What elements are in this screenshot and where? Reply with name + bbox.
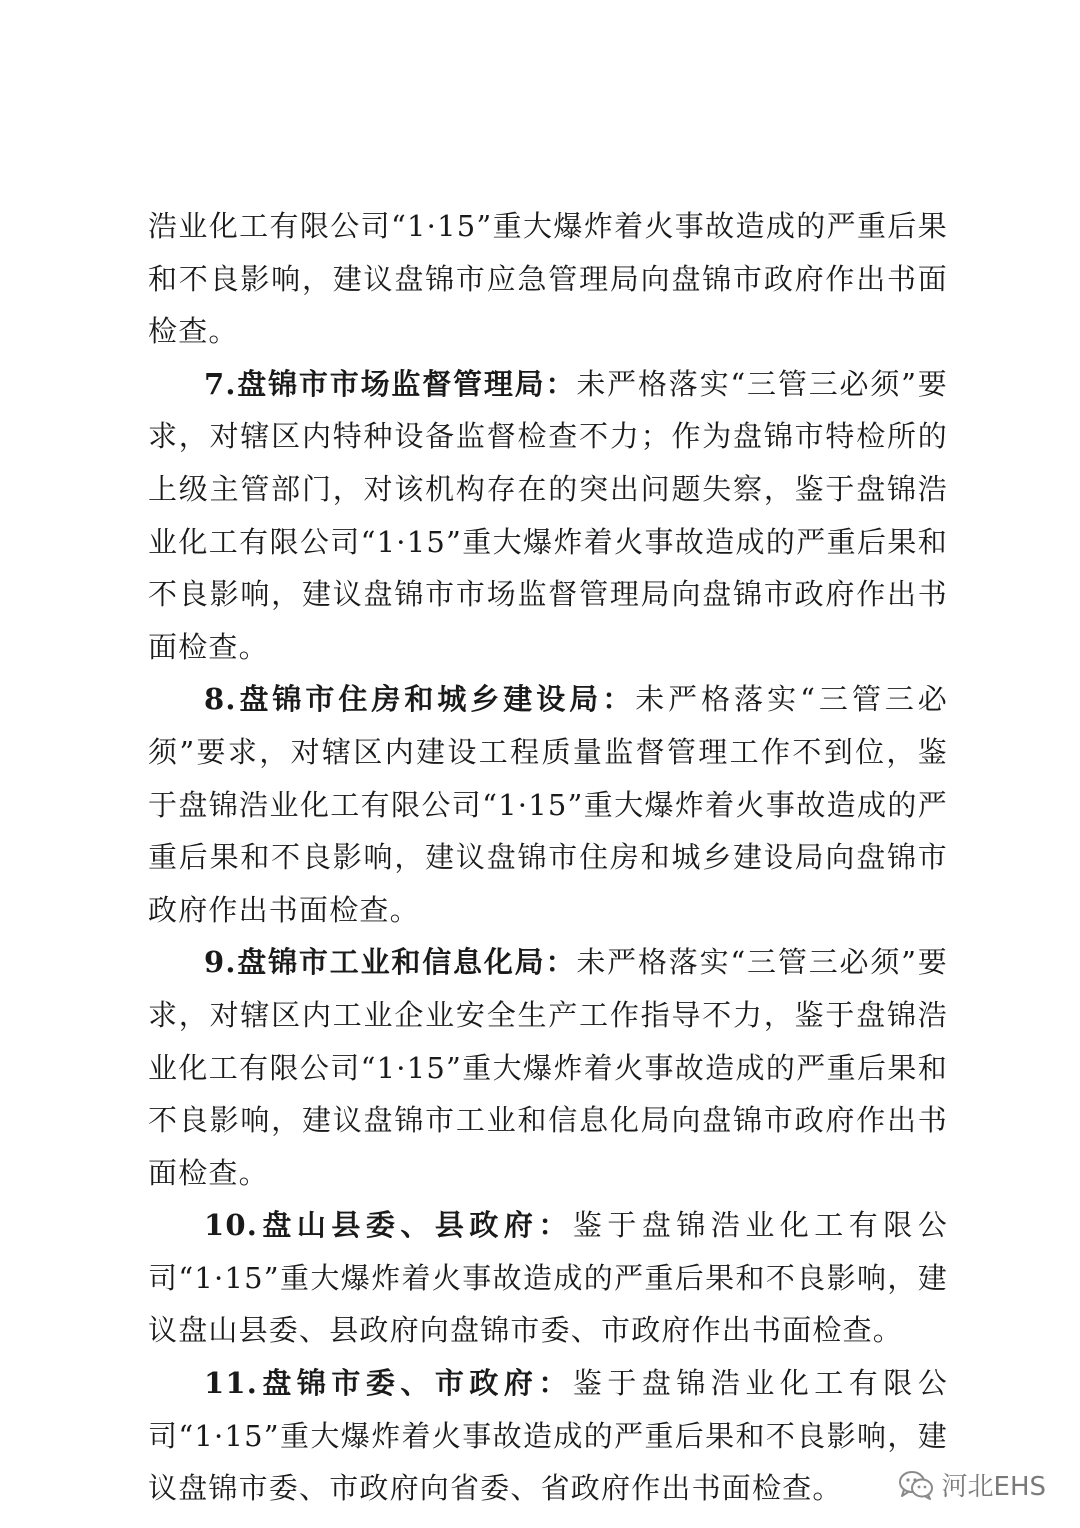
paragraph-text: 浩业化工有限公司“1·15”重大爆炸着火事故造成的严重后果和不良影响，建议盘锦市应急管理局向盘锦市政府作出书面检查。 [148,209,948,349]
paragraph-item-9 [148,936,948,1199]
wechat-icon [898,1470,934,1500]
watermark-text: 河北EHS [941,1472,1046,1502]
paragraph-lead: 9.盘锦市工业和信息化局： [204,945,577,980]
paragraph-item-11 [148,1357,948,1515]
paragraph-text: 未严格落实“三管三必须”要求，对辖区内建设工程质量监督管理工作不到位，鉴于盘锦浩业化工有限公司“1·15”重大爆炸着火事故造成的严重后果和不良影响，建议盘锦市住房和城乡建设局向盘锦市政府作出书面检查。 [148,682,949,927]
paragraph-text: 鉴于盘锦浩业化工有限公司“1·15”重大爆炸着火事故造成的严重后果和不良影响，建议盘山县委、县政府向盘锦市委、市政府作出书面检查。 [148,1208,948,1348]
paragraph-item-7 [148,358,948,674]
paragraph-item-10 [148,1199,948,1357]
paragraph-lead: 10.盘山县委、县政府： [204,1208,573,1243]
paragraph-lead: 11.盘锦市委、市政府： [204,1366,573,1401]
paragraph-text: 未严格落实“三管三必须”要求，对辖区内工业企业安全生产工作指导不力，鉴于盘锦浩业化工有限公司“1·15”重大爆炸着火事故造成的严重后果和不良影响，建议盘锦市工业和信息化局向盘锦市政府作出书面检查。 [148,945,948,1190]
paragraph-item-8 [148,673,948,936]
document-body [148,200,948,1515]
paragraph-lead: 7.盘锦市市场监督管理局： [204,366,577,401]
paragraph-lead: 8.盘锦市住房和城乡建设局： [204,682,636,717]
paragraph-continuation [148,200,948,358]
watermark [898,1466,1046,1503]
paragraph-text: 鉴于盘锦浩业化工有限公司“1·15”重大爆炸着火事故造成的严重后果和不良影响，建议盘锦市委、市政府向省委、省政府作出书面检查。 [148,1366,948,1506]
paragraph-text: 未严格落实“三管三必须”要求，对辖区内特种设备监督检查不力；作为盘锦市特检所的上级主管部门，对该机构存在的突出问题失察，鉴于盘锦浩业化工有限公司“1·15”重大爆炸着火事故造成的严重后果和不良影响，建议盘锦市市场监督管理局向盘锦市政府作出书面检查。 [148,366,948,664]
